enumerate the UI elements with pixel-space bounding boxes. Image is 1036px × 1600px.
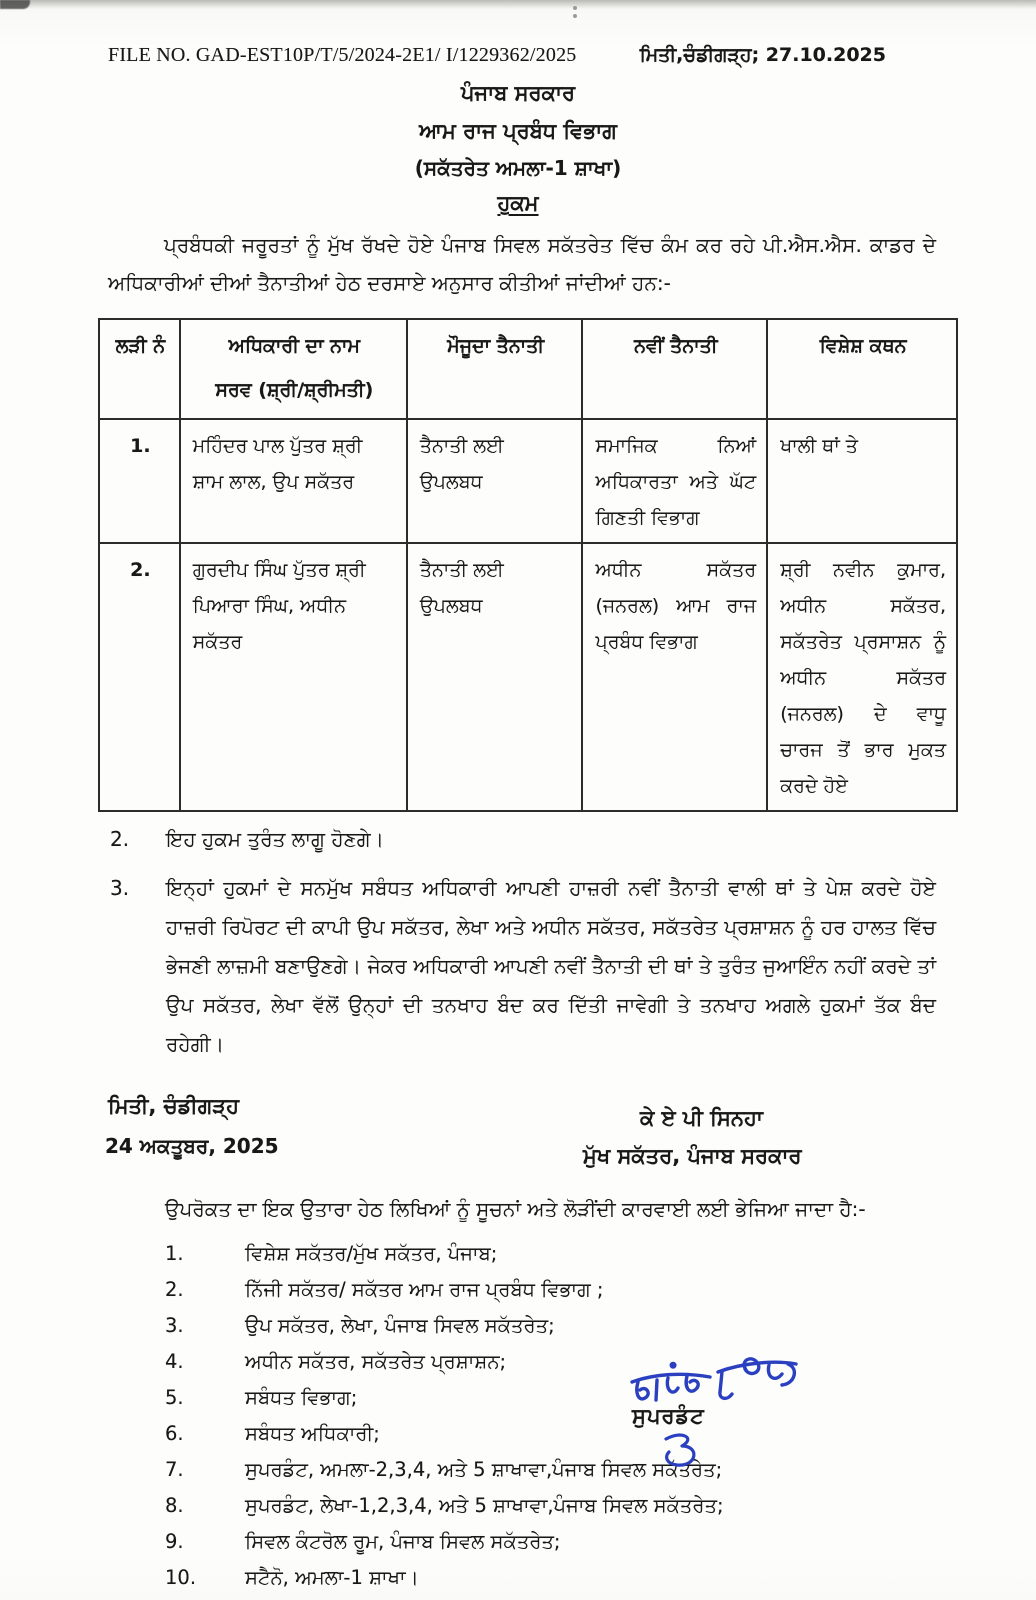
signoff-date: 24 ਅਕਤੂਬਰ, 2025 (105, 1134, 279, 1158)
signatory-designation: ਮੁੱਖ ਸਕੱਤਰ, ਪੰਜਾਬ ਸਰਕਾਰ (583, 1144, 802, 1168)
point-text: ਇਹ ਹੁਕਮ ਤੁਰੰਤ ਲਾਗੂ ਹੋਣਗੇ। (166, 827, 385, 851)
row2-officer-name: ਗੁਰਦੀਪ ਸਿੰਘ ਪੁੱਤਰ ਸ਼੍ਰੀ ਪਿਆਰਾ ਸਿੰਘ, ਅਧੀਨ ਸਕੱਤਰ (180, 543, 407, 811)
list-item: 2. ਨਿੱਜੀ ਸਕੱਤਰ/ ਸਕੱਤਰ ਆਮ ਰਾਜ ਪ੍ਰਬੰਧ ਵਿਭਾਗ ; (165, 1278, 604, 1301)
order-point-3 (110, 869, 936, 1064)
list-item: 8. ਸੁਪਰਡੰਟ, ਲੇਖਾ-1,2,3,4, ਅਤੇ 5 ਸ਼ਾਖਾਵਾ,ਪੰਜਾਬ ਸਿਵਲ ਸਕੱਤਰੇਤ; (165, 1494, 724, 1517)
row1-officer-name: ਮਹਿੰਦਰ ਪਾਲ ਪੁੱਤਰ ਸ਼੍ਰੀ ਸ਼ਾਮ ਲਾਲ, ਉਪ ਸਕੱਤਰ (180, 419, 407, 543)
col-header-serial: ਲੜੀ ਨੰ (99, 319, 180, 419)
list-item: 7. ਸੁਪਰਡੰਟ, ਅਮਲਾ-2,3,4, ਅਤੇ 5 ਸ਼ਾਖਾਵਾ,ਪੰਜਾਬ ਸਿਵਲ ਸਕੱਤਰੇਤ; (165, 1458, 723, 1481)
branch-name: (ਸਕੱਤਰੇਤ ਅਮਲਾ-1 ਸ਼ਾਖਾ) (414, 156, 622, 180)
list-item: 9. ਸਿਵਲ ਕੰਟਰੋਲ ਰੂਮ, ਪੰਜਾਬ ਸਿਵਲ ਸਕੱਤਰੇਤ; (165, 1530, 561, 1553)
government-name: ਪੰਜਾਬ ਸਰਕਾਰ (460, 81, 576, 105)
list-item: 3. ਉਪ ਸਕੱਤਰ, ਲੇਖਾ, ਪੰਜਾਬ ਸਿਵਲ ਸਕੱਤਰੇਤ; (165, 1314, 555, 1337)
scan-speck (573, 6, 577, 10)
list-item: 1. ਵਿਸ਼ੇਸ਼ ਸਕੱਤਰ/ਮੁੱਖ ਸਕੱਤਰ, ਪੰਜਾਬ; (165, 1242, 498, 1265)
order-title: ਹੁਕਮ (497, 191, 539, 215)
row2-serial: 2. (99, 543, 180, 811)
signoff-place: ਮਿਤੀ, ਚੰਡੀਗੜ੍ਹ (108, 1094, 239, 1118)
row1-new-posting: ਸਮਾਜਿਕ ਨਿਆਂ ਅਧਿਕਾਰਤਾ ਅਤੇ ਘੱਟ ਗਿਣਤੀ ਵਿਭਾਗ (582, 419, 767, 543)
scan-speck (573, 14, 577, 18)
row2-current-posting: ਤੈਨਾਤੀ ਲਈ ਉਪਲਬਧ (407, 543, 583, 811)
row1-remarks: ਖਾਲੀ ਥਾਂ ਤੇ (767, 419, 957, 543)
distribution-intro: ਉਪਰੋਕਤ ਦਾ ਇਕ ਉਤਾਰਾ ਹੇਠ ਲਿਖਿਆਂ ਨੂੰ ਸੂਚਨਾਂ ਅਤੇ ਲੋੜੀਂਦੀ ਕਾਰਵਾਈ ਲਈ ਭੇਜਿਆ ਜਾਦਾ ਹੈ:- (165, 1197, 866, 1221)
row2-remarks: ਸ਼੍ਰੀ ਨਵੀਨ ਕੁਮਾਰ, ਅਧੀਨ ਸਕੱਤਰ, ਸਕੱਤਰੇਤ ਪ੍ਰਸਾਸ਼ਨ ਨੂੰ ਅਧੀਨ ਸਕੱਤਰ (ਜਨਰਲ) ਦੇ ਵਾਧੂ ਚਾਰਜ ਤੋਂ ਭਾਰ ਮੁਕਤ ਕਰਦੇ ਹੋਏ (767, 543, 957, 811)
row2-new-posting: ਅਧੀਨ ਸਕੱਤਰ (ਜਨਰਲ) ਆਮ ਰਾਜ ਪ੍ਰਬੰਧ ਵਿਭਾਗ (582, 543, 767, 811)
list-item: 10. ਸਟੈਨੋ, ਅਮਲਾ-1 ਸ਼ਾਖਾ। (165, 1566, 419, 1589)
point-number: 2. (110, 827, 130, 851)
col-header-new-posting: ਨਵੀਂ ਤੈਨਾਤੀ (582, 319, 767, 419)
col-header-officer-name: ਅਧਿਕਾਰੀ ਦਾ ਨਾਮ ਸਰਵ (ਸ਼੍ਰੀ/ਸ਼੍ਰੀਮਤੀ) (180, 319, 407, 419)
superintendent-signature-block (618, 1352, 838, 1477)
table-header-row (99, 319, 957, 419)
col-header-current-posting: ਮੌਜੂਦਾ ਤੈਨਾਤੀ (407, 319, 583, 419)
department-name: ਆਮ ਰਾਜ ਪ੍ਰਬੰਧ ਵਿਭਾਗ (419, 119, 617, 143)
point-text: ਇਨ੍ਹਾਂ ਹੁਕਮਾਂ ਦੇ ਸਨਮੁੱਖ ਸਬੰਧਤ ਅਧਿਕਾਰੀ ਆਪਣੀ ਹਾਜ਼ਰੀ ਨਵੀਂ ਤੈਨਾਤੀ ਵਾਲੀ ਥਾਂ ਤੇ ਪੇਸ਼ ਕਰਦੇ ਹੋਏ ਹਾਜ਼ਰੀ ਰਿਪੋਰਟ ਦੀ ਕਾਪੀ ਉਪ ਸਕੱਤਰ, ਲੇਖਾ ਅਤੇ ਅਧੀਨ ਸਕੱਤਰ, ਸਕੱਤਰੇਤ ਪ੍ਰਸ਼ਾਸ਼ਨ ਨੂੰ ਹਰ ਹਾਲਤ ਵਿੱਚ ਭੇਜਣੀ ਲਾਜ਼ਮੀ ਬਣਾਉਣਗੇ। ਜੇਕਰ ਅਧਿਕਾਰੀ ਆਪਣੀ ਨਵੀਂ ਤੈਨਾਤੀ ਦੀ ਥਾਂ ਤੇ ਤੁਰੰਤ ਜੁਆਇੰਨ ਨਹੀਂ ਕਰਦੇ ਤਾਂ ਉਪ ਸਕੱਤਰ, ਲੇਖਾ ਵੱਲੋਂ ਉਨ੍ਹਾਂ ਦੀ ਤਨਖਾਹ ਬੰਦ ਕਰ ਦਿੱਤੀ ਜਾਵੇਗੀ ਤੇ ਤਨਖਾਹ ਅਗਲੇ ਹੁਕਮਾਂ ਤੱਕ ਬੰਦ ਰਹੇਗੀ। (166, 876, 937, 1056)
intro-paragraph: ਪ੍ਰਬੰਧਕੀ ਜਰੂਰਤਾਂ ਨੂੰ ਮੁੱਖ ਰੱਖਦੇ ਹੋਏ ਪੰਜਾਬ ਸਿਵਲ ਸਕੱਤਰੇਤ ਵਿੱਚ ਕੰਮ ਕਰ ਰਹੇ ਪੀ.ਐਸ.ਐਸ. ਕਾਡਰ ਦੇ ਅਧਿਕਾਰੀਆਂ ਦੀਆਂ ਤੈਨਾਤੀਆਂ ਹੇਠ ਦਰਸਾਏ ਅਨੁਸਾਰ ਕੀਤੀਆਂ ਜਾਂਦੀਆਂ ਹਨ:- (108, 233, 936, 295)
order-point-2 (110, 820, 936, 859)
postings-table (98, 318, 958, 812)
file-number: FILE NO. GAD-EST10P/T/5/2024-2E1/ I/1229362/2025 (108, 44, 577, 66)
signoff-block (0, 1094, 1036, 1184)
list-item: 4. ਅਧੀਨ ਸਕੱਤਰ, ਸਕੱਤਰੇਤ ਪ੍ਰਸ਼ਾਸ਼ਨ; (165, 1350, 507, 1373)
col-header-remarks: ਵਿਸ਼ੇਸ਼ ਕਥਨ (767, 319, 957, 419)
signature-flourish-icon (652, 1431, 708, 1477)
table-row (99, 419, 957, 543)
scan-edge-artifact (0, 0, 1036, 9)
handwritten-signature-icon (626, 1352, 804, 1412)
signature-designation: ਸੁਪਰਡੰਟ (632, 1404, 705, 1428)
signatory-name: ਕੇ ਏ ਪੀ ਸਿਨਹਾ (640, 1106, 763, 1130)
distribution-list (165, 1236, 1036, 1596)
issue-date: ਮਿਤੀ,ਚੰਡੀਗੜ੍ਹ; 27.10.2025 (639, 44, 886, 66)
point-number: 3. (110, 876, 130, 900)
table-row (99, 543, 957, 811)
list-item: 6. ਸਬੰਧਤ ਅਧਿਕਾਰੀ; (165, 1422, 380, 1445)
row1-current-posting: ਤੈਨਾਤੀ ਲਈ ਉਪਲਬਧ (407, 419, 583, 543)
list-item: 5. ਸਬੰਧਤ ਵਿਭਾਗ; (165, 1386, 358, 1409)
scan-corner-artifact (0, 0, 30, 9)
file-number-row (108, 44, 886, 67)
row1-serial: 1. (99, 419, 180, 543)
